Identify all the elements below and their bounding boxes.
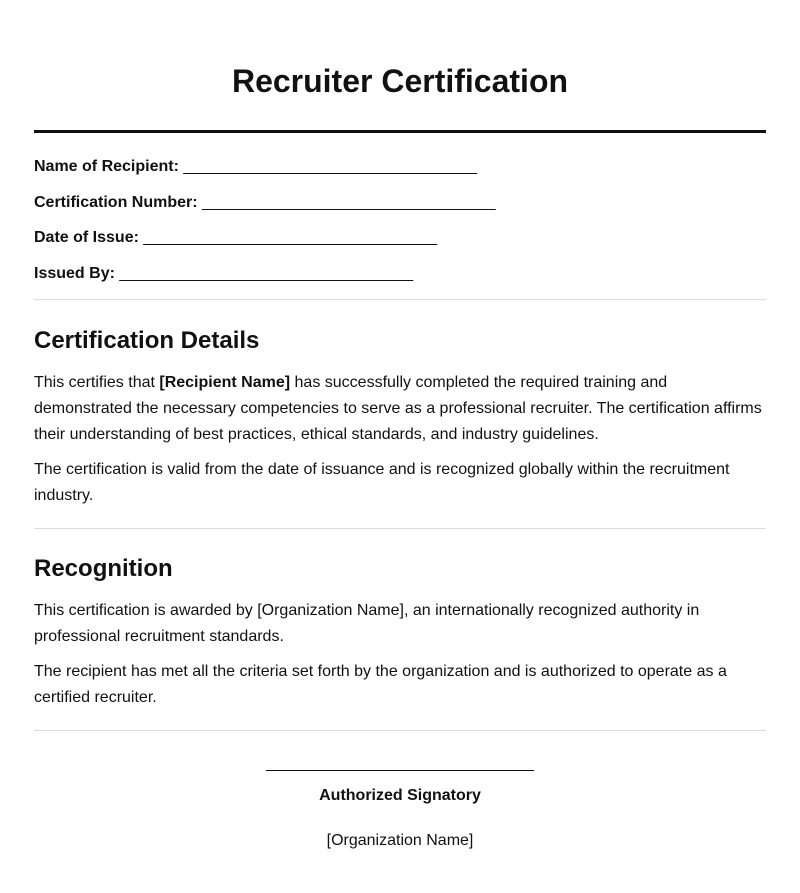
field-label: Name of Recipient:	[34, 158, 179, 175]
details-paragraph	[34, 370, 766, 448]
organization-name: [Organization Name]	[326, 832, 474, 849]
section-heading: Recognition	[34, 555, 173, 582]
field-label: Certification Number:	[34, 193, 198, 211]
document-title: Recruiter Certification	[231, 63, 569, 99]
paragraph-text: has successfully completed the required training and demonstrated the necessary competencies to serve as a professional recruiter. The certification affirms their understanding of best practices, ethical standards, and industry guidelines.	[34, 374, 762, 443]
recipient-fields	[34, 157, 766, 284]
field-blank-line: _________________________________	[183, 158, 478, 175]
title-divider	[34, 130, 766, 133]
section-divider	[34, 730, 766, 731]
field-blank-line: _________________________________	[202, 193, 496, 211]
paragraph-text: This certifies that	[34, 374, 160, 391]
recognition-paragraph: This certification is awarded by [Organization Name], an internationally recognized authority in professional recruitment standards.	[34, 602, 700, 645]
field-blank-line: _________________________________	[119, 264, 414, 282]
field-label: Date of Issue:	[34, 229, 139, 246]
field-issued-by	[34, 264, 766, 284]
section-divider	[34, 299, 766, 300]
field-name-of-recipient	[34, 157, 766, 177]
section-heading: Certification Details	[34, 327, 260, 354]
field-label: Issued By:	[34, 264, 115, 282]
certification-details-section	[34, 327, 766, 509]
field-blank-line: _________________________________	[143, 229, 438, 246]
section-divider	[34, 528, 766, 529]
criteria-paragraph: The recipient has met all the criteria set forth by the organization and is authorized to operate as a certified recruiter.	[34, 663, 727, 706]
field-certification-number	[34, 193, 766, 213]
signature-block	[34, 758, 766, 851]
recipient-name-placeholder: [Recipient Name]	[159, 374, 291, 391]
signatory-label: Authorized Signatory	[319, 787, 481, 804]
recognition-section	[34, 555, 766, 711]
certificate-document	[34, 0, 766, 851]
signature-line	[266, 770, 534, 771]
field-date-of-issue	[34, 228, 766, 248]
validity-paragraph: The certification is valid from the date of issuance and is recognized globally within the recruitment industry.	[34, 461, 730, 504]
